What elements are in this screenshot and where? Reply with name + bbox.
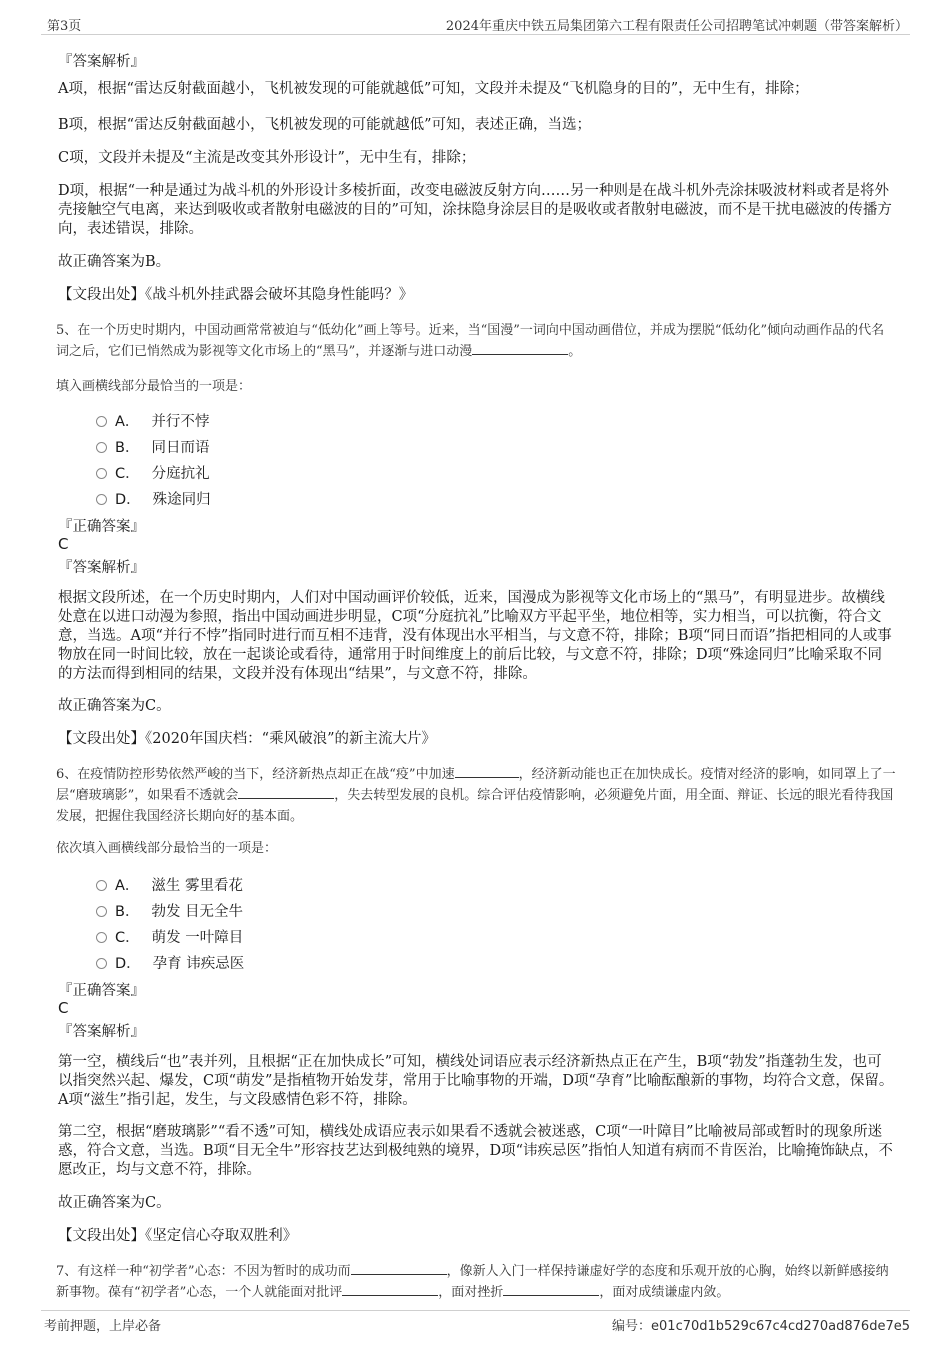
radio-icon[interactable] [96,880,107,891]
q5-conclusion: 故正确答案为C。 [58,698,171,714]
q6-blank-2 [238,785,334,799]
page-header [41,12,910,35]
q6-source: 【文段出处】《坚定信心夺取双胜利》 [58,1228,298,1244]
q5-option-b[interactable]: B． 同日而语 [96,436,209,456]
document-title: 2024年重庆中铁五局集团第六工程有限责任公司招聘笔试冲刺题（带答案解析） [445,19,908,34]
document-code [612,1315,910,1334]
q5-stem [56,320,896,362]
q5-option-d[interactable]: D． 殊途同归 [96,488,211,508]
radio-icon[interactable] [96,932,107,943]
q6-stem [56,764,896,827]
code-label: 编号： [612,1319,652,1334]
page-number: 第3页 [47,19,82,34]
q4-analysis-label: 『答案解析』 [58,54,145,70]
q5-analysis: 根据文段所述，在一个历史时期内，人们对中国动画评价较低，近来，国漫成为影视等文化市场上的“黑马”，有明显进步。故横线处意在以进口动漫为参照，指出中国动画进步明显，C项“分庭抗礼”比喻双方平起平坐，地位相等，实力相当，可以抗衡，符合文意，当选。A项“并行不悖”指同时进行而互相不违背，没有体现出水平相当，与文意不符，排除；B项“同日而语”指把相同的人或事物放在同一时间比较，放在一起谈论或看待，通常用于时间维度上的前后比较，与文意不符，排除；D项“殊途同归”比喻采取不同的方法而得到相同的结果，文段并没有体现出“结果”，与文意不符，排除。 [58,590,892,682]
radio-icon[interactable] [96,416,107,427]
q6-blank-1 [455,764,519,778]
q4-conclusion: 故正确答案为B。 [58,254,171,270]
footer-slogan: 考前押题，上岸必备 [44,1319,162,1334]
q6-option-a[interactable]: A． 滋生 雾里看花 [96,874,243,894]
q4-analysis-d: D项，根据“一种是通过为战斗机的外形设计多棱折面，改变电磁波反射方向……另一种则是在战斗机外壳涂抹吸波材料或者是将外壳接触空气电离，来达到吸收或者散射电磁波的目的”可知，涂抹隐身涂层目的是吸收或者散射电磁波，而不是干扰电磁波的传播方向，表述错误，排除。 [58,183,892,237]
q4-analysis-c: C项，文段并未提及“主流是改变其外形设计”，无中生有，排除； [58,150,476,166]
radio-icon[interactable] [96,442,107,453]
q5-stem-end: 。 [568,344,582,359]
q6-stem-a: 6、在疫情防控形势依然严峻的当下，经济新热点却正在战“疫”中加速 [56,767,455,782]
q6-stem-c: ，失去转型发展的良机。综合评估疫情影响，必须避免片面，用全面、辩证、长远的眼光看待我国发展，把握住我国经济长期向好的基本面。 [56,788,894,824]
q7-stem [56,1261,900,1303]
q6-analysis-1: 第一空，横线后“也”表并列，且根据“正在加快成长”可知，横线处词语应表示经济新热点正在产生，B项“勃发”指蓬勃生发，也可以指突然兴起、爆发，C项“萌发”是指植物开始发芽，常用于比喻事物的开端，D项“孕育”比喻酝酿新的事物，均符合文意，保留。A项“滋生”指引起，发生，与文段感情色彩不符，排除。 [58,1054,894,1108]
q6-conclusion: 故正确答案为C。 [58,1195,171,1211]
code-value: e01c70d1b529c67c4cd270ad876de7e5 [651,1319,910,1334]
q6-option-b[interactable]: B． 勃发 目无全牛 [96,900,243,920]
q6-option-d[interactable]: D． 孕育 讳疾忌医 [96,952,244,972]
q5-stem-text: 5、在一个历史时期内，中国动画常常被迫与“低幼化”画上等号。近来，当“国漫”一词向中国动画借位，并成为摆脱“低幼化”倾向动画作品的代名词之后，它们已悄然成为影视等文化市场上的“黑马”，并逐渐与进口动漫 [56,323,885,359]
q7-stem-d: ，面对成绩谦虚内敛。 [599,1285,730,1300]
q4-analysis-a: A项，根据“雷达反射截面越小，飞机被发现的可能就越低”可知，文段并未提及“飞机隐身的目的”，无中生有，排除； [58,81,809,97]
q7-stem-c: ，面对挫折 [438,1285,504,1300]
q6-option-c[interactable]: C． 萌发 一叶障目 [96,926,243,946]
q5-correct-label: 『正确答案』 [58,519,145,535]
q5-blank [472,341,568,355]
q4-analysis-b: B项，根据“雷达反射截面越小，飞机被发现的可能就越低”可知，表述正确，当选； [58,117,591,133]
q5-instruction: 填入画横线部分最恰当的一项是： [56,379,252,394]
q5-source: 【文段出处】《2020年国庆档：“乘风破浪”的新主流大片》 [58,731,436,747]
page-footer [41,1310,910,1333]
q6-stem-b: ，经济新动能也正在加快成长。疫情对经济的影响，如同罩上了一层“磨玻璃影”，如果看不透就会 [56,767,896,803]
q4-source: 【文段出处】《战斗机外挂武器会破坏其隐身性能吗？》 [58,287,414,303]
q7-stem-a: 7、有这样一种“初学者”心态：不因为暂时的成功而 [56,1264,351,1279]
q5-analysis-label: 『答案解析』 [58,560,145,576]
q7-stem-b: ，像新人入门一样保持谦虚好学的态度和乐观开放的心胸，始终以新鲜感接纳新事物。葆有“初学者”心态，一个人就能面对批评 [56,1264,889,1300]
q6-analysis-label: 『答案解析』 [58,1024,145,1040]
radio-icon[interactable] [96,906,107,917]
q6-correct-label: 『正确答案』 [58,983,145,999]
q7-blank-3 [503,1282,599,1296]
q7-blank-2 [342,1282,438,1296]
q6-analysis-2: 第二空，根据“磨玻璃影”“看不透”可知，横线处成语应表示如果看不透就会被迷惑，C项“一叶障目”比喻被局部或暂时的现象所迷惑，符合文意，当选。B项“目无全牛”形容技艺达到极纯熟的境界，D项“讳疾忌医”指怕人知道有病而不肯医治，比喻掩饰缺点，不愿改正，均与文意不符，排除。 [58,1124,893,1178]
radio-icon[interactable] [96,494,107,505]
radio-icon[interactable] [96,958,107,969]
q5-option-a[interactable]: A． 并行不悖 [96,410,209,430]
q6-instruction: 依次填入画横线部分最恰当的一项是： [56,841,278,856]
q5-correct-answer: C [58,535,69,553]
q7-blank-1 [351,1261,447,1275]
q6-correct-answer: C [58,999,69,1017]
radio-icon[interactable] [96,468,107,479]
q5-option-c[interactable]: C． 分庭抗礼 [96,462,210,482]
